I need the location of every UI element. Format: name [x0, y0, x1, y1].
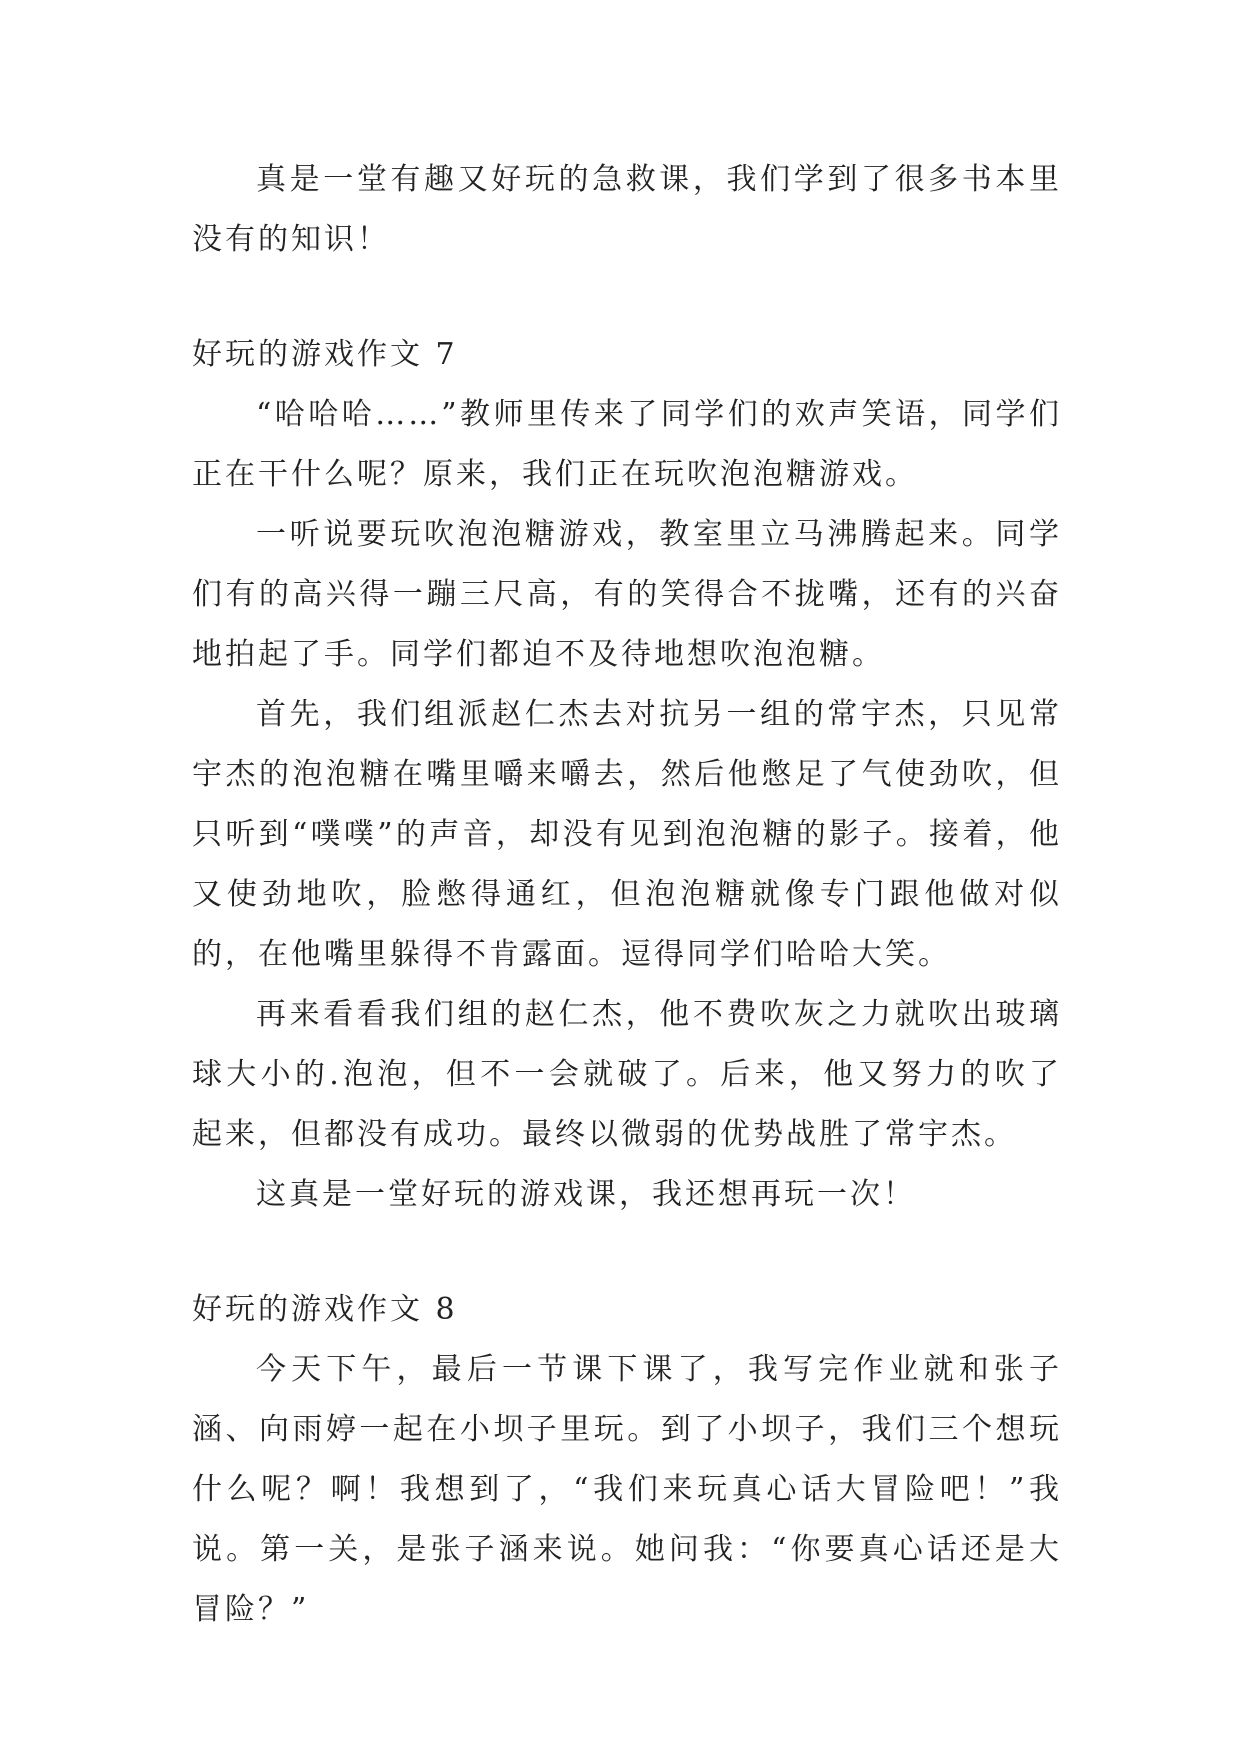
essay-7-paragraph-5: 这真是一堂好玩的游戏课，我还想再玩一次！ — [256, 1177, 916, 1212]
essay-7-heading: 好玩的游戏作文 7 — [192, 337, 458, 372]
section-gap — [192, 1225, 1062, 1280]
essay-7-paragraph-2: 一听说要玩吹泡泡糖游戏，教室里立马沸腾起来。同学们有的高兴得一蹦三尺高，有的笑得合不拢嘴，还有的兴奋地拍起了手。同学们都迫不及待地想吹泡泡糖。 — [192, 517, 1062, 672]
paragraph-intro-conclusion: 真是一堂有趣又好玩的急救课，我们学到了很多书本里没有的知识！ — [192, 162, 1062, 257]
essay-7-paragraph-3: 首先，我们组派赵仁杰去对抗另一组的常宇杰，只见常宇杰的泡泡糖在嘴里嚼来嚼去，然后他憋足了气使劲吹，但只听到“噗噗”的声音，却没有见到泡泡糖的影子。接着，他又使劲地吹，脸憋得通红，但泡泡糖就像专门跟他做对似的，在他嘴里躲得不肯露面。逗得同学们哈哈大笑。 — [192, 697, 1062, 972]
document-page — [192, 150, 1062, 1640]
essay-7-paragraph-4: 再来看看我们组的赵仁杰，他不费吹灰之力就吹出玻璃球大小的.泡泡，但不一会就破了。后来，他又努力的吹了起来，但都没有成功。最终以微弱的优势战胜了常宇杰。 — [192, 997, 1062, 1152]
essay-8-paragraph-1: 今天下午，最后一节课下课了，我写完作业就和张子涵、向雨婷一起在小坝子里玩。到了小坝子，我们三个想玩什么呢？啊！我想到了，“我们来玩真心话大冒险吧！”我说。第一关，是张子涵来说。她问我：“你要真心话还是大冒险？” — [192, 1352, 1062, 1627]
essay-8-heading: 好玩的游戏作文 8 — [192, 1292, 458, 1327]
section-gap — [192, 270, 1062, 325]
essay-7-paragraph-1: “哈哈哈……”教师里传来了同学们的欢声笑语，同学们正在干什么呢？原来，我们正在玩吹泡泡糖游戏。 — [192, 397, 1062, 492]
